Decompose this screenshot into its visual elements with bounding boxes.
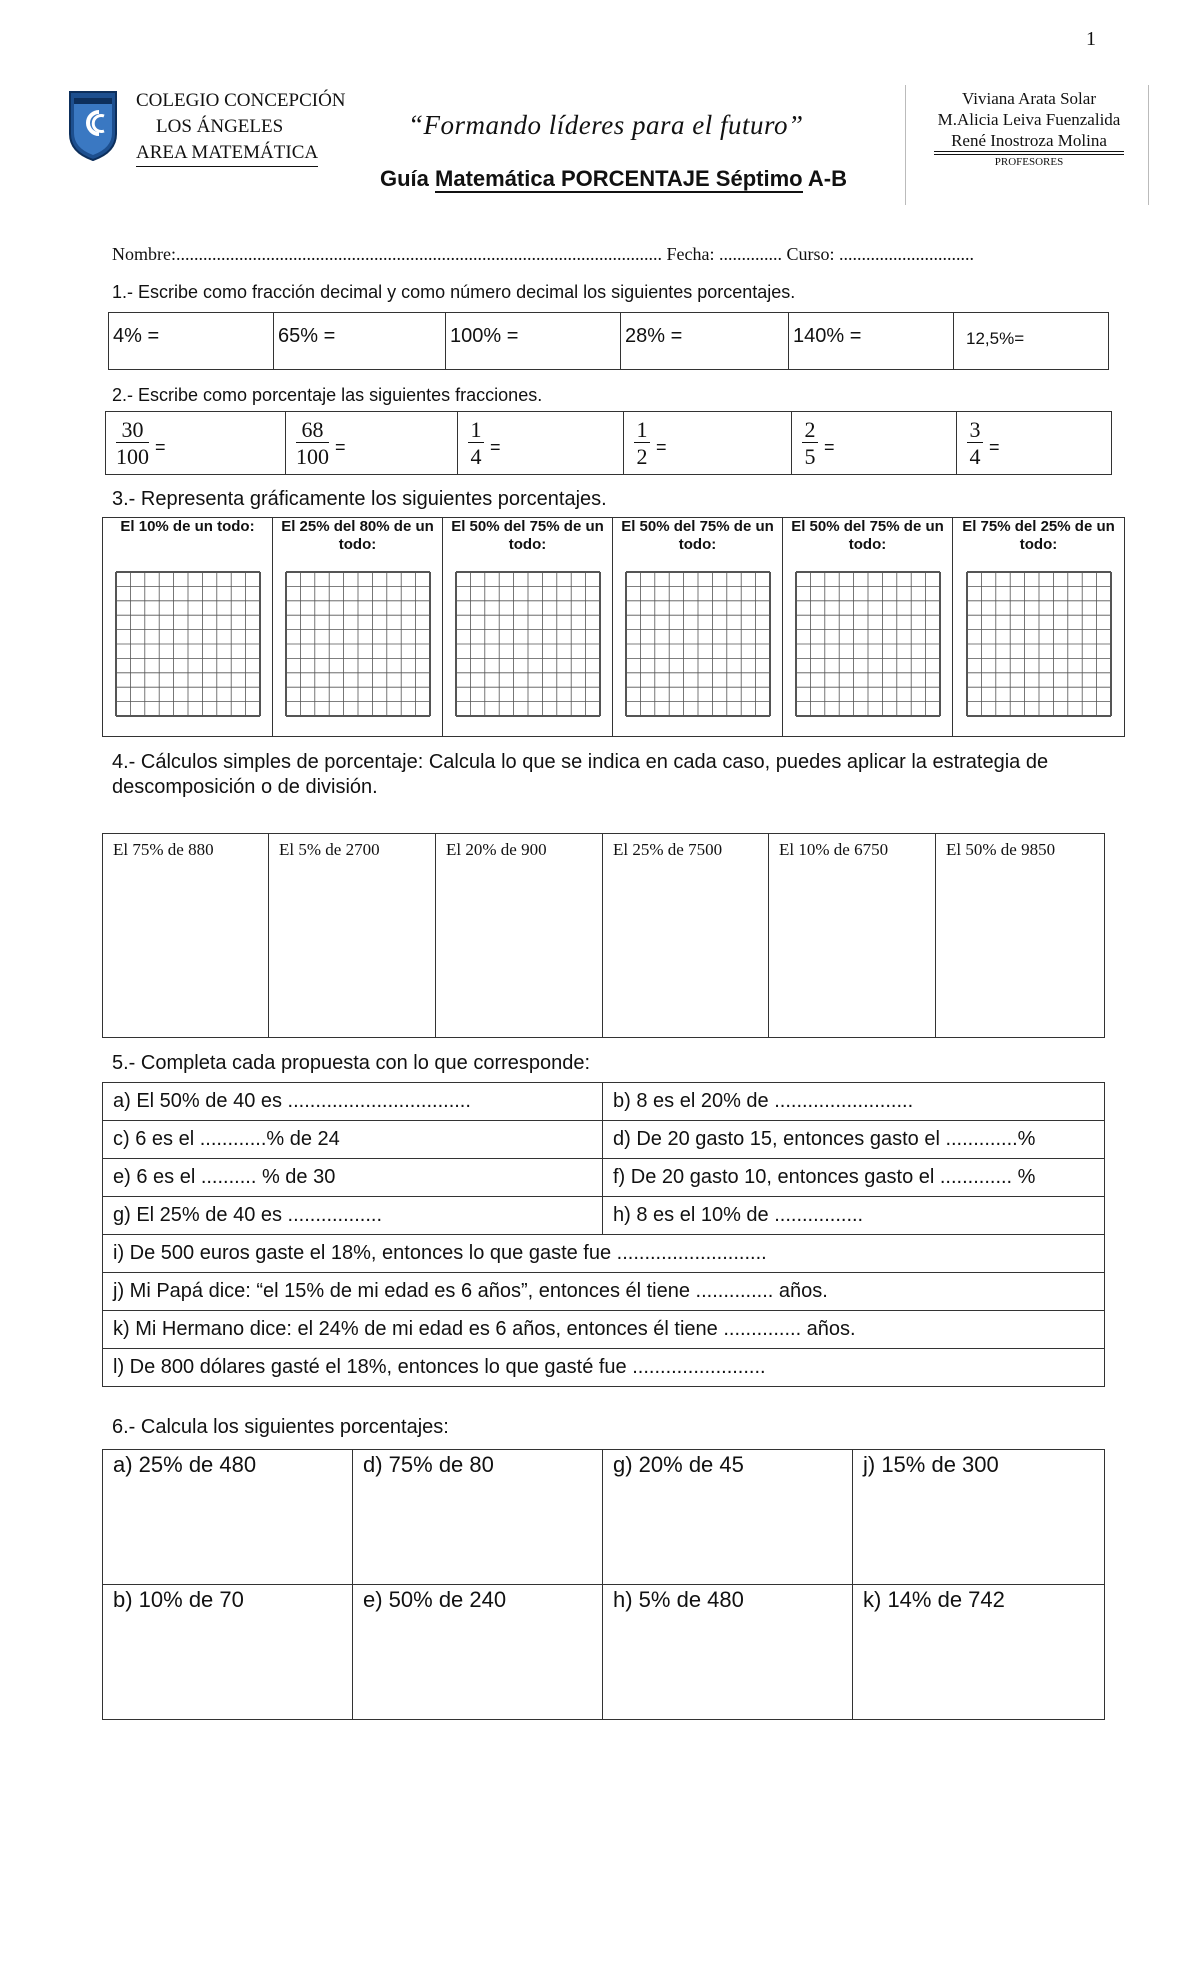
- fraction: $\frac{30}{100}$: [116, 416, 149, 469]
- teacher-name: René Inostroza Molina: [934, 130, 1124, 152]
- divider: [905, 85, 906, 205]
- hundred-grid[interactable]: [454, 570, 602, 718]
- answer-cell[interactable]: 4% =: [109, 313, 274, 370]
- graph-cell[interactable]: [273, 518, 443, 737]
- exercise-item[interactable]: a) El 50% de 40 es .................................: [103, 1083, 603, 1121]
- graph-label: El 25% del 80% de un todo:: [281, 518, 434, 553]
- calc-cell[interactable]: El 5% de 2700: [269, 834, 436, 1038]
- teachers-label: PROFESORES: [934, 154, 1124, 169]
- school-line-1: COLEGIO CONCEPCIÓN: [136, 90, 346, 111]
- section3-table: [102, 517, 1125, 737]
- hundred-grid[interactable]: [794, 570, 942, 718]
- hundred-grid[interactable]: [284, 570, 432, 718]
- answer-cell[interactable]: 65% =: [274, 313, 446, 370]
- exercise-item[interactable]: f) De 20 gasto 10, entonces gasto el ............. %: [603, 1159, 1105, 1197]
- graph-cell[interactable]: [443, 518, 613, 737]
- section6-instruction: 6.- Calcula los siguientes porcentajes:: [112, 1416, 449, 1438]
- calc-cell[interactable]: El 20% de 900: [436, 834, 603, 1038]
- section5-table: [102, 1082, 1105, 1387]
- calc-cell[interactable]: El 50% de 9850: [936, 834, 1105, 1038]
- motto: “Formando líderes para el futuro”: [408, 110, 804, 140]
- section3-instruction: 3.- Representa gráficamente los siguientes porcentajes.: [112, 488, 607, 510]
- exercise-item[interactable]: k) Mi Hermano dice: el 24% de mi edad es 6 años, entonces él tiene .............. años.: [103, 1311, 1105, 1349]
- percent-exercise[interactable]: h) 5% de 480: [603, 1585, 853, 1720]
- section4-instruction: 4.- Cálculos simples de porcentaje: Calcula lo que se indica en cada caso, puedes aplicar la estrategia de descomposición o de división.: [112, 751, 1049, 798]
- section6-table: [102, 1449, 1105, 1720]
- fraction: $\frac{68}{100}$: [296, 416, 329, 469]
- percent-exercise[interactable]: e) 50% de 240: [353, 1585, 603, 1720]
- guide-title: [380, 166, 847, 192]
- fraction-cell[interactable]: $\frac{68}{100}$ =: [286, 412, 458, 475]
- school-line-2: LOS ÁNGELES: [156, 116, 284, 137]
- teacher-name: Viviana Arata Solar: [962, 89, 1096, 108]
- exercise-item[interactable]: b) 8 es el 20% de .........................: [603, 1083, 1105, 1121]
- fraction: $\frac{3}{4}$: [967, 418, 983, 469]
- teacher-name: M.Alicia Leiva Fuenzalida: [937, 110, 1121, 129]
- fraction-cell[interactable]: $\frac{1}{4}$ =: [458, 412, 624, 475]
- section2-table: [105, 411, 1112, 475]
- fraction-cell[interactable]: $\frac{2}{5}$ =: [792, 412, 957, 475]
- fraction-cell[interactable]: $\frac{30}{100}$ =: [106, 412, 286, 475]
- name-date-course-line[interactable]: Nombre:............................................................................................................ Fecha: .............. Curso: ..............................: [112, 244, 974, 264]
- percent-exercise[interactable]: a) 25% de 480: [103, 1450, 353, 1585]
- calc-cell[interactable]: El 25% de 7500: [603, 834, 769, 1038]
- section4-table: [102, 833, 1105, 1038]
- fraction: $\frac{1}{2}$: [634, 418, 650, 469]
- section1-instruction: 1.- Escribe como fracción decimal y como número decimal los siguientes porcentajes.: [112, 282, 796, 302]
- guide-title-prefix: Guía: [380, 166, 436, 191]
- exercise-item[interactable]: g) El 25% de 40 es .................: [103, 1197, 603, 1235]
- answer-cell[interactable]: 100% =: [446, 313, 621, 370]
- exercise-item[interactable]: h) 8 es el 10% de ................: [603, 1197, 1105, 1235]
- graph-cell[interactable]: [103, 518, 273, 737]
- graph-label: El 50% del 75% de un todo:: [621, 518, 774, 553]
- percent-exercise[interactable]: g) 20% de 45: [603, 1450, 853, 1585]
- graph-cell[interactable]: [613, 518, 783, 737]
- graph-cell[interactable]: [953, 518, 1125, 737]
- exercise-item[interactable]: c) 6 es el ............% de 24: [103, 1121, 603, 1159]
- exercise-item[interactable]: j) Mi Papá dice: “el 15% de mi edad es 6 años”, entonces él tiene .............. años.: [103, 1273, 1105, 1311]
- fraction: $\frac{1}{4}$: [468, 418, 484, 469]
- graph-label: El 10% de un todo:: [120, 518, 255, 535]
- graph-label: El 50% del 75% de un todo:: [791, 518, 944, 553]
- school-name: [136, 88, 346, 167]
- percent-exercise[interactable]: b) 10% de 70: [103, 1585, 353, 1720]
- page-number: 1: [1086, 28, 1096, 50]
- school-crest-icon: [68, 90, 118, 162]
- hundred-grid[interactable]: [114, 570, 262, 718]
- percent-exercise[interactable]: d) 75% de 80: [353, 1450, 603, 1585]
- section2-instruction: 2.- Escribe como porcentaje las siguientes fracciones.: [112, 385, 543, 405]
- answer-cell[interactable]: 12,5%=: [954, 313, 1109, 370]
- percent-exercise[interactable]: j) 15% de 300: [853, 1450, 1105, 1585]
- exercise-item[interactable]: i) De 500 euros gaste el 18%, entonces lo que gaste fue ...........................: [103, 1235, 1105, 1273]
- exercise-item[interactable]: e) 6 es el .......... % de 30: [103, 1159, 603, 1197]
- answer-cell[interactable]: 140% =: [789, 313, 954, 370]
- calc-cell[interactable]: El 10% de 6750: [769, 834, 936, 1038]
- fraction-cell[interactable]: $\frac{1}{2}$ =: [624, 412, 792, 475]
- fraction-cell[interactable]: $\frac{3}{4}$ =: [957, 412, 1112, 475]
- divider: [1148, 85, 1149, 205]
- percent-exercise[interactable]: k) 14% de 742: [853, 1585, 1105, 1720]
- school-line-3: AREA MATEMÁTICA: [136, 140, 318, 167]
- fraction: $\frac{2}{5}$: [802, 418, 818, 469]
- answer-cell[interactable]: 28% =: [621, 313, 789, 370]
- guide-title-main: Matemática PORCENTAJE Séptimo: [435, 166, 803, 191]
- hundred-grid[interactable]: [965, 570, 1113, 718]
- hundred-grid[interactable]: [624, 570, 772, 718]
- graph-cell[interactable]: [783, 518, 953, 737]
- exercise-item[interactable]: l) De 800 dólares gasté el 18%, entonces lo que gasté fue ........................: [103, 1349, 1105, 1387]
- guide-title-suffix: A-B: [802, 166, 847, 191]
- section1-table: [108, 312, 1109, 370]
- graph-label: El 50% del 75% de un todo:: [451, 518, 604, 553]
- graph-label: El 75% del 25% de un todo:: [962, 518, 1115, 553]
- section5-instruction: 5.- Completa cada propuesta con lo que corresponde:: [112, 1052, 591, 1074]
- exercise-item[interactable]: d) De 20 gasto 15, entonces gasto el .............%: [603, 1121, 1105, 1159]
- calc-cell[interactable]: El 75% de 880: [103, 834, 269, 1038]
- teachers-block: [924, 88, 1134, 169]
